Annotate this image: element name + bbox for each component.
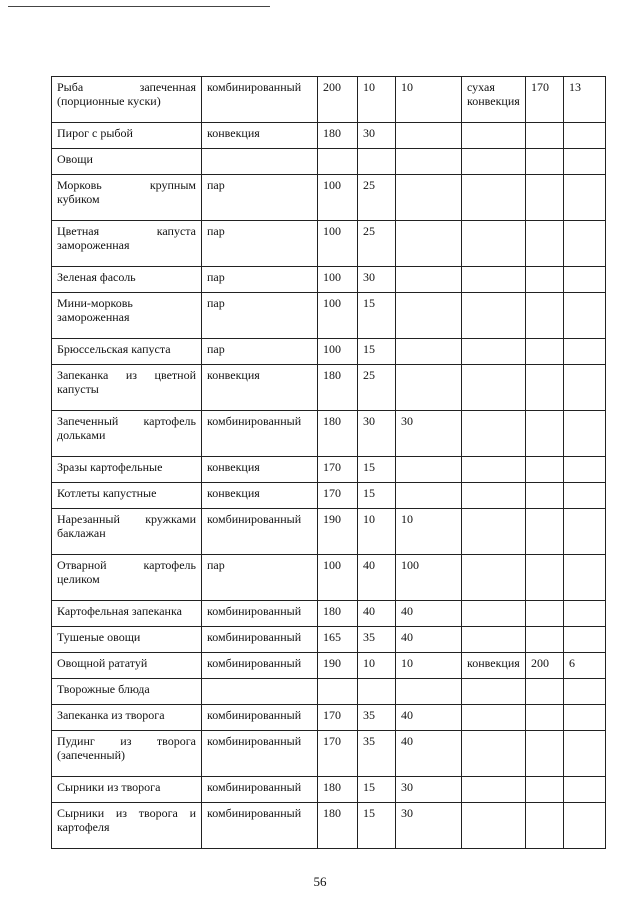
dish-name-cell: Овощи [52,149,202,175]
second-time-cell [564,293,606,339]
humidity-cell: 10 [396,77,462,123]
header-rule [8,6,270,7]
temperature-cell: 190 [318,653,358,679]
temperature-cell [318,149,358,175]
temperature-cell: 100 [318,293,358,339]
table-row [52,555,606,601]
table-row [52,679,606,705]
second-time-cell [564,267,606,293]
second-time-cell [564,601,606,627]
humidity-cell: 30 [396,411,462,457]
second-time-cell [564,509,606,555]
table-row [52,777,606,803]
mode-cell [202,679,318,705]
table-row [52,149,606,175]
humidity-cell: 100 [396,555,462,601]
dish-name-cell: Запеканка из цветной капусты [52,365,202,411]
humidity-cell: 40 [396,601,462,627]
temperature-cell: 200 [318,77,358,123]
second-mode-cell [462,777,526,803]
humidity-cell [396,221,462,267]
temperature-cell: 170 [318,705,358,731]
dish-name-cell: Запеканка из творога [52,705,202,731]
time-cell: 15 [358,803,396,849]
mode-cell: комбинированный [202,777,318,803]
table-row [52,77,606,123]
table-row [52,123,606,149]
second-time-cell [564,123,606,149]
second-mode-cell [462,293,526,339]
dish-name-cell: Зеленая фасоль [52,267,202,293]
temperature-cell: 180 [318,803,358,849]
mode-cell: комбинированный [202,627,318,653]
table-row [52,457,606,483]
table-row [52,803,606,849]
mode-cell: комбинированный [202,653,318,679]
table-row [52,705,606,731]
humidity-cell [396,365,462,411]
humidity-cell: 40 [396,705,462,731]
table-row [52,365,606,411]
second-time-cell [564,365,606,411]
mode-cell: конвекция [202,365,318,411]
second-time-cell [564,679,606,705]
time-cell: 15 [358,777,396,803]
second-temperature-cell: 170 [526,77,564,123]
second-mode-cell [462,627,526,653]
humidity-cell [396,149,462,175]
humidity-cell [396,293,462,339]
time-cell: 40 [358,601,396,627]
second-temperature-cell [526,483,564,509]
second-time-cell [564,483,606,509]
second-mode-cell [462,601,526,627]
table-row [52,221,606,267]
second-temperature-cell [526,457,564,483]
second-time-cell [564,803,606,849]
time-cell: 15 [358,457,396,483]
mode-cell: конвекция [202,457,318,483]
temperature-cell: 170 [318,731,358,777]
temperature-cell: 100 [318,267,358,293]
second-temperature-cell [526,293,564,339]
temperature-cell: 100 [318,339,358,365]
mode-cell: пар [202,175,318,221]
dish-name-cell: Запеченный картофель дольками [52,411,202,457]
table-row [52,627,606,653]
time-cell: 35 [358,731,396,777]
mode-cell: комбинированный [202,77,318,123]
second-time-cell: 6 [564,653,606,679]
second-temperature-cell [526,339,564,365]
dish-name-cell: Котлеты капустные [52,483,202,509]
cooking-modes-table [51,76,606,849]
dish-name-cell: Цветная капуста замороженная [52,221,202,267]
table-row [52,267,606,293]
mode-cell: комбинированный [202,601,318,627]
humidity-cell [396,267,462,293]
temperature-cell: 180 [318,123,358,149]
table-row [52,411,606,457]
dish-name-cell: Овощной рататуй [52,653,202,679]
temperature-cell: 100 [318,175,358,221]
time-cell: 15 [358,293,396,339]
humidity-cell: 30 [396,777,462,803]
second-temperature-cell [526,705,564,731]
second-time-cell [564,731,606,777]
humidity-cell [396,679,462,705]
time-cell: 10 [358,77,396,123]
dish-name-cell: Пудинг из творога (запеченный) [52,731,202,777]
dish-name-cell: Рыба запеченная (порционные куски) [52,77,202,123]
second-mode-cell [462,123,526,149]
dish-name-cell: Нарезанный кружками баклажан [52,509,202,555]
second-temperature-cell [526,123,564,149]
second-temperature-cell [526,731,564,777]
mode-cell: комбинированный [202,705,318,731]
dish-name-cell: Картофельная запеканка [52,601,202,627]
second-mode-cell [462,457,526,483]
second-temperature-cell [526,509,564,555]
time-cell: 35 [358,627,396,653]
table-row [52,731,606,777]
second-temperature-cell [526,555,564,601]
second-temperature-cell [526,267,564,293]
humidity-cell: 10 [396,509,462,555]
humidity-cell [396,175,462,221]
time-cell: 40 [358,555,396,601]
second-mode-cell [462,803,526,849]
temperature-cell: 180 [318,365,358,411]
time-cell [358,679,396,705]
second-mode-cell [462,555,526,601]
time-cell: 15 [358,483,396,509]
second-temperature-cell [526,601,564,627]
mode-cell: комбинированный [202,411,318,457]
second-time-cell [564,457,606,483]
temperature-cell: 100 [318,221,358,267]
table-row [52,509,606,555]
mode-cell: комбинированный [202,509,318,555]
temperature-cell: 180 [318,601,358,627]
second-time-cell [564,555,606,601]
second-mode-cell [462,483,526,509]
mode-cell: пар [202,293,318,339]
temperature-cell [318,679,358,705]
time-cell: 30 [358,411,396,457]
table-row [52,483,606,509]
second-temperature-cell [526,149,564,175]
temperature-cell: 170 [318,457,358,483]
second-time-cell [564,411,606,457]
dish-name-cell: Сырники из творога и картофеля [52,803,202,849]
second-temperature-cell [526,411,564,457]
second-mode-cell [462,731,526,777]
time-cell: 25 [358,221,396,267]
temperature-cell: 170 [318,483,358,509]
table-row [52,653,606,679]
second-mode-cell [462,411,526,457]
second-temperature-cell: 200 [526,653,564,679]
second-temperature-cell [526,777,564,803]
second-mode-cell [462,509,526,555]
mode-cell: пар [202,267,318,293]
mode-cell [202,149,318,175]
second-time-cell [564,627,606,653]
second-time-cell [564,149,606,175]
humidity-cell [396,123,462,149]
humidity-cell: 40 [396,627,462,653]
second-mode-cell [462,149,526,175]
time-cell [358,149,396,175]
humidity-cell: 40 [396,731,462,777]
second-mode-cell: сухая конвекция [462,77,526,123]
mode-cell: конвекция [202,123,318,149]
dish-name-cell: Зразы картофельные [52,457,202,483]
mode-cell: конвекция [202,483,318,509]
second-time-cell [564,777,606,803]
second-mode-cell [462,339,526,365]
temperature-cell: 180 [318,777,358,803]
second-temperature-cell [526,803,564,849]
second-mode-cell [462,365,526,411]
mode-cell: пар [202,555,318,601]
table-row [52,175,606,221]
second-temperature-cell [526,365,564,411]
second-temperature-cell [526,221,564,267]
humidity-cell: 10 [396,653,462,679]
dish-name-cell: Отварной картофель целиком [52,555,202,601]
table-row [52,339,606,365]
second-time-cell [564,221,606,267]
humidity-cell [396,483,462,509]
second-time-cell [564,339,606,365]
dish-name-cell: Творожные блюда [52,679,202,705]
dish-name-cell: Морковь крупным кубиком [52,175,202,221]
second-mode-cell [462,175,526,221]
mode-cell: пар [202,339,318,365]
dish-name-cell: Пирог с рыбой [52,123,202,149]
second-mode-cell: конвекция [462,653,526,679]
humidity-cell [396,457,462,483]
dish-name-cell: Брюссельская капуста [52,339,202,365]
humidity-cell: 30 [396,803,462,849]
page-number: 56 [313,874,327,889]
second-time-cell: 13 [564,77,606,123]
temperature-cell: 165 [318,627,358,653]
dish-name-cell: Мини-морковь замороженная [52,293,202,339]
temperature-cell: 180 [318,411,358,457]
table-row [52,293,606,339]
mode-cell: пар [202,221,318,267]
time-cell: 25 [358,175,396,221]
second-temperature-cell [526,627,564,653]
second-mode-cell [462,705,526,731]
dish-name-cell: Сырники из творога [52,777,202,803]
table-body [52,77,606,849]
second-temperature-cell [526,679,564,705]
time-cell: 10 [358,653,396,679]
dish-name-cell: Тушеные овощи [52,627,202,653]
temperature-cell: 100 [318,555,358,601]
time-cell: 10 [358,509,396,555]
mode-cell: комбинированный [202,803,318,849]
humidity-cell [396,339,462,365]
table-row [52,601,606,627]
temperature-cell: 190 [318,509,358,555]
time-cell: 25 [358,365,396,411]
time-cell: 30 [358,267,396,293]
second-time-cell [564,175,606,221]
second-mode-cell [462,221,526,267]
time-cell: 15 [358,339,396,365]
second-temperature-cell [526,175,564,221]
second-mode-cell [462,267,526,293]
mode-cell: комбинированный [202,731,318,777]
second-mode-cell [462,679,526,705]
time-cell: 35 [358,705,396,731]
time-cell: 30 [358,123,396,149]
second-time-cell [564,705,606,731]
